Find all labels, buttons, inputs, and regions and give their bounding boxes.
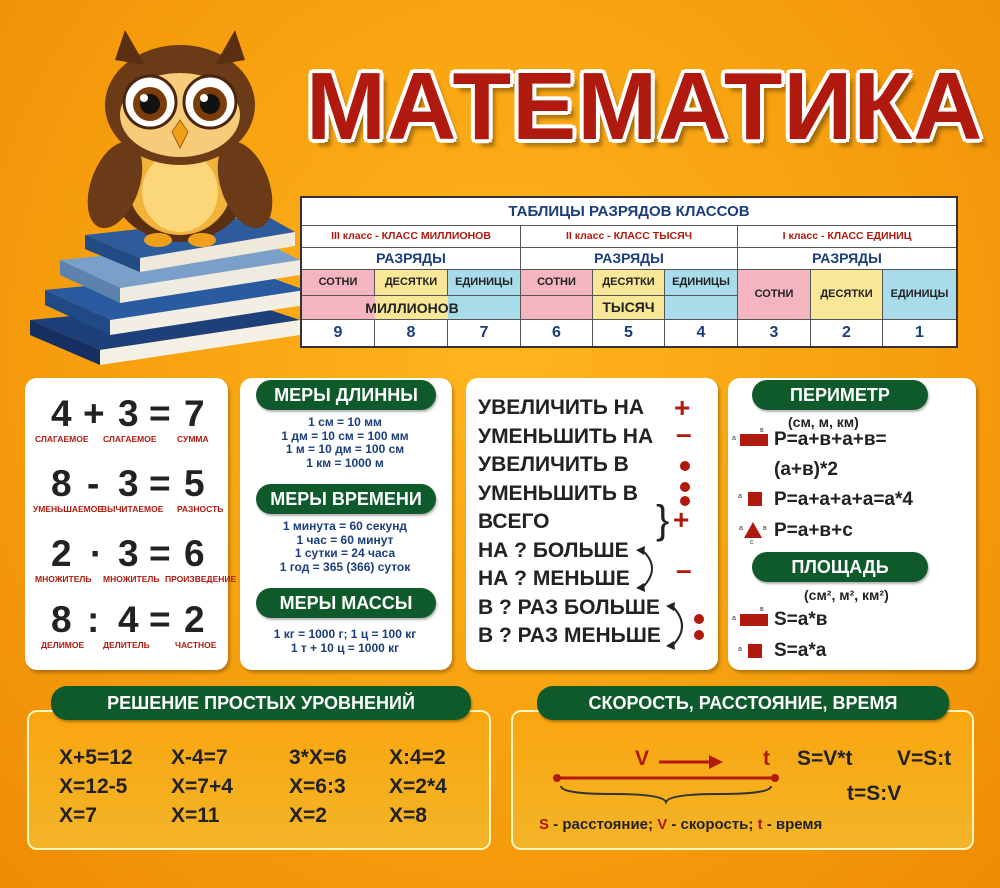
rank-digit: 8: [375, 320, 448, 346]
result: 7: [184, 393, 205, 434]
side-label: a: [738, 493, 742, 500]
perimeter-units: (см, м, км): [788, 414, 859, 430]
side-label: a: [732, 615, 736, 622]
speed-formula: V=S:t: [897, 747, 952, 770]
operation-word: УМЕНЬШИТЬ НА: [478, 424, 654, 448]
equation-step: X=6:3: [289, 775, 346, 798]
rank-tens: ДЕСЯТКИ: [593, 270, 665, 296]
side-label: в: [760, 606, 764, 613]
rank-name-bg: [521, 296, 593, 320]
term-label: СЛАГАЕМОЕ: [35, 434, 89, 444]
divide-dot-bottom: [694, 630, 704, 640]
legend-t-symbol: t: [757, 816, 763, 833]
equation-step: X=2*4: [389, 775, 447, 798]
operator: -: [87, 463, 100, 504]
operand: 3: [118, 463, 139, 504]
perimeter-area-panel: [728, 378, 976, 670]
area-formula-square: S=a*a: [774, 640, 827, 661]
measure-line: 1 дм = 10 см = 100 мм: [281, 428, 409, 443]
simple-equations-title: РЕШЕНИЕ ПРОСТЫХ УРОВНЕНИЙ: [51, 686, 471, 720]
term-label: МНОЖИТЕЛЬ: [103, 574, 160, 584]
legend-t-text: - время: [762, 816, 823, 833]
result: 6: [184, 533, 205, 574]
legend-v-text: - скорость;: [667, 816, 758, 833]
class-label: III класс - КЛАСС МИЛЛИОНОВ: [302, 226, 521, 248]
equals: =: [149, 533, 171, 574]
operation-words-list: [478, 394, 661, 651]
curved-arrow-icon: [636, 546, 666, 594]
rank-digit: 2: [811, 320, 883, 346]
rank-name-bg: [665, 296, 738, 320]
length-measures-title: МЕРЫ ДЛИННЫ: [256, 380, 436, 410]
equation-step: X=7: [59, 804, 97, 827]
perimeter-formula-rect-2: (a+в)*2: [774, 459, 838, 480]
operand: 4: [118, 599, 139, 640]
equation-step: X+5=12: [59, 746, 133, 769]
class-label: I класс - КЛАСС ЕДИНИЦ: [738, 226, 956, 248]
measure-line: 1 кг = 1000 г; 1 ц = 100 кг: [273, 627, 417, 641]
length-measures-list: [240, 416, 450, 470]
razryady-label: РАЗРЯДЫ: [302, 248, 521, 270]
area-units: (см², м², км²): [804, 587, 889, 603]
operation-word: В ? РАЗ МЕНЬШЕ: [478, 624, 661, 647]
arithmetic-panel: [25, 378, 237, 670]
equation-step: X=11: [171, 804, 220, 827]
simple-equations-box: [27, 692, 491, 850]
owl-on-books-illustration: [30, 20, 310, 370]
side-label: c: [750, 539, 754, 546]
term-label: РАЗНОСТЬ: [177, 504, 224, 514]
area-title: ПЛОЩАДЬ: [752, 552, 928, 582]
rank-digit: 9: [302, 320, 375, 346]
side-label: в: [760, 427, 764, 434]
brace-icon: }: [656, 498, 670, 542]
result: 5: [184, 463, 205, 504]
equation-step: X=7+4: [171, 775, 233, 798]
legend-s-symbol: S: [539, 816, 550, 833]
term-label: СЛАГАЕМОЕ: [103, 434, 157, 444]
time-label: t: [763, 747, 770, 770]
operand: 2: [51, 533, 72, 574]
measure-line: 1 см = 10 мм: [308, 415, 382, 429]
multiply-dot: [680, 461, 690, 471]
operator: +: [83, 393, 105, 434]
rank-digit: 5: [593, 320, 665, 346]
operator: ·: [90, 533, 103, 574]
rank-units: ЕДИНИЦЫ: [665, 270, 738, 296]
operand: 8: [51, 463, 72, 504]
equation-step: X-4=7: [171, 746, 228, 769]
perimeter-formula-triangle: P=a+в+c: [774, 520, 853, 541]
equation-step: X=12-5: [59, 775, 128, 798]
equals: =: [149, 393, 171, 434]
legend-v-symbol: V: [657, 816, 668, 833]
area-formula-rect: S=a*в: [774, 609, 828, 630]
operation-word: В ? РАЗ БОЛЬШЕ: [478, 595, 660, 619]
minus-sign: –: [676, 418, 692, 449]
rank-digit: 1: [915, 323, 924, 341]
rank-digit: 3: [738, 320, 811, 346]
term-label: МНОЖИТЕЛЬ: [35, 574, 92, 584]
square-icon: [748, 644, 762, 658]
distance-line-illustration: [553, 772, 783, 806]
speed-distance-time-title: СКОРОСТЬ, РАССТОЯНИЕ, ВРЕМЯ: [537, 686, 949, 720]
measures-panel: [240, 378, 452, 670]
term-label: УМЕНЬШАЕМОЕ: [33, 504, 103, 514]
measure-line: 1 т + 10 ц = 1000 кг: [290, 640, 400, 655]
operand: 8: [51, 599, 72, 640]
rank-hundreds: СОТНИ: [521, 270, 593, 296]
side-label: a: [739, 525, 743, 532]
divide-dot-top: [694, 614, 704, 624]
ranks-table-header: ТАБЛИЦЫ РАЗРЯДОВ КЛАССОВ: [302, 198, 956, 226]
term-label: ВЫЧИТАЕМОЕ: [101, 504, 164, 514]
measure-line: 1 год = 365 (366) суток: [279, 559, 411, 574]
equals: =: [149, 463, 171, 504]
side-label: в: [763, 525, 767, 532]
rank-hundreds: СОТНИ: [738, 270, 811, 320]
divide-dot-top: [680, 482, 690, 492]
measure-line: 1 м = 10 дм = 100 см: [285, 442, 405, 456]
mass-measures-title: МЕРЫ МАССЫ: [256, 588, 436, 618]
razryady-label: РАЗРЯДЫ: [738, 248, 956, 270]
operations-panel: [466, 378, 718, 670]
equation-step: X=8: [389, 804, 427, 827]
term-label: ДЕЛИМОЕ: [41, 640, 85, 650]
rank-tens: ДЕСЯТКИ: [375, 270, 448, 296]
term-label: ДЕЛИТЕЛЬ: [103, 640, 150, 650]
measure-line: 1 сутки = 24 часа: [294, 546, 396, 560]
time-formula: t=S:V: [847, 782, 902, 805]
side-label: a: [732, 435, 736, 442]
triangle-icon: [744, 522, 762, 538]
term-label: СУММА: [177, 434, 209, 444]
rank-units: ЕДИНИЦЫ: [883, 270, 956, 320]
measure-line: 1 км = 1000 м: [306, 455, 384, 470]
legend-line: [539, 816, 822, 833]
plus-sign: +: [674, 392, 691, 423]
term-label: ЧАСТНОЕ: [175, 640, 217, 650]
operation-word: ВСЕГО: [478, 510, 550, 533]
class-name-thousands: ТЫСЯЧ: [593, 296, 665, 320]
rank-digit: 7: [448, 320, 521, 346]
operation-word: НА ? БОЛЬШЕ: [478, 538, 629, 562]
time-measures-list: [240, 520, 450, 574]
legend-s-text: - расстояние;: [549, 816, 658, 833]
operation-word: УВЕЛИЧИТЬ В: [478, 453, 629, 476]
velocity-label: V: [635, 747, 650, 770]
plus-sign: +: [673, 504, 690, 535]
razryady-label: РАЗРЯДЫ: [521, 248, 738, 270]
curved-arrow-icon: [666, 602, 696, 652]
rectangle-icon: [740, 434, 768, 446]
operand: 3: [118, 533, 139, 574]
measure-line: 1 минута = 60 секунд: [282, 519, 408, 533]
result: 2: [184, 599, 205, 640]
rank-units: ЕДИНИЦЫ: [448, 270, 521, 296]
class-name-millions: МИЛЛИОНОВ: [365, 299, 459, 316]
operation-word: УМЕНЬШИТЬ В: [478, 481, 638, 505]
equals: =: [149, 599, 171, 640]
measure-line: 1 час = 60 минут: [296, 532, 394, 547]
arrow-right-icon: [659, 754, 723, 770]
square-icon: [748, 492, 762, 506]
operand: 4: [51, 393, 72, 434]
equation-step: X:4=2: [389, 746, 446, 769]
rectangle-icon: [740, 614, 768, 626]
ranks-table: [300, 196, 958, 348]
speed-distance-time-box: [511, 692, 974, 850]
operation-word: НА ? МЕНЬШЕ: [478, 567, 630, 590]
time-measures-title: МЕРЫ ВРЕМЕНИ: [256, 484, 436, 514]
page-title: МАТЕМАТИКА: [306, 53, 984, 160]
class-label: II класс - КЛАСС ТЫСЯЧ: [521, 226, 738, 248]
rank-digit: 4: [665, 320, 738, 346]
mass-measures-list: [240, 628, 450, 655]
rank-tens: ДЕСЯТКИ: [811, 270, 883, 320]
minus-sign: –: [676, 554, 692, 585]
side-label: a: [738, 646, 742, 653]
rank-digit: 6: [521, 320, 593, 346]
operator: :: [87, 599, 100, 640]
distance-formula: S=V*t: [797, 747, 853, 770]
perimeter-formula-square: P=a+a+a+a=a*4: [774, 489, 913, 510]
operand: 3: [118, 393, 139, 434]
equation-step: X=2: [289, 804, 327, 827]
equation-step: 3*X=6: [289, 746, 347, 769]
operation-word: УВЕЛИЧИТЬ НА: [478, 396, 645, 419]
perimeter-title: ПЕРИМЕТР: [752, 380, 928, 410]
perimeter-formula-rect: P=a+в+a+в=: [774, 429, 887, 450]
rank-hundreds: СОТНИ: [302, 270, 375, 296]
term-label: ПРОИЗВЕДЕНИЕ: [165, 574, 237, 584]
